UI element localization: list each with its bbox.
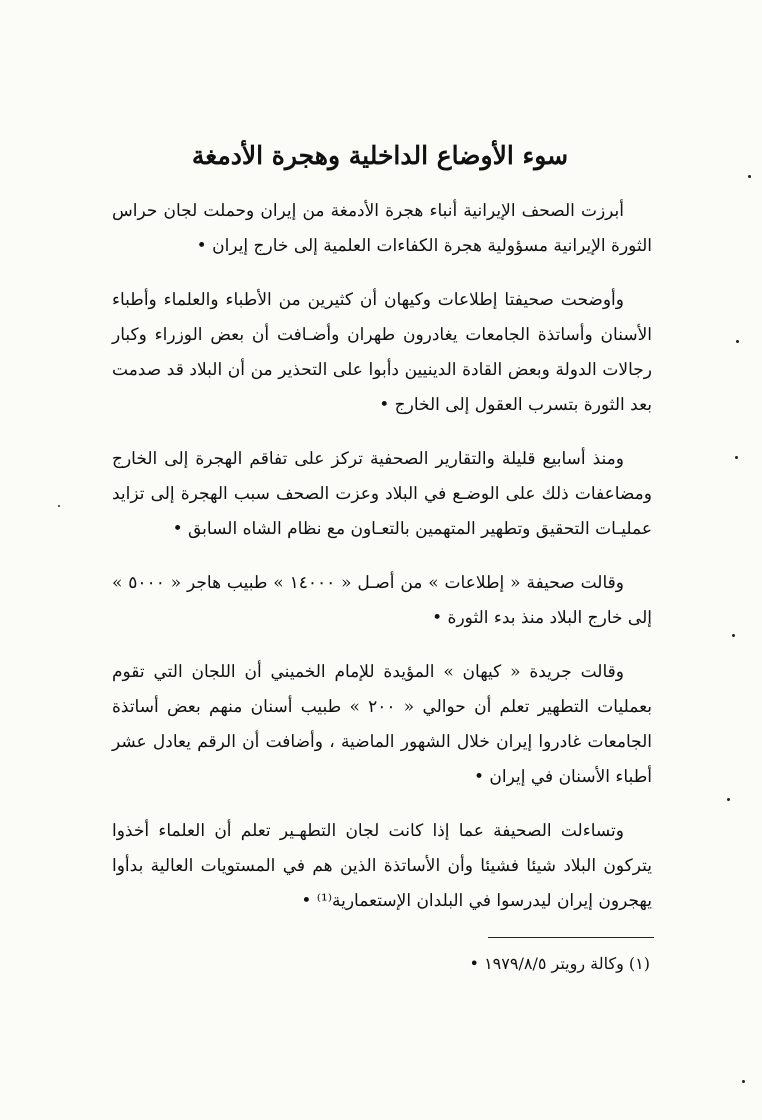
scan-speck xyxy=(727,798,730,801)
paragraph: وتساءلت الصحيفة عما إذا كانت لجان التطهـير تعلم أن العلماء أخذوا يتركون البلاد شيئا فشيئا وأن الأساتذة الذين هم في المستويات العالية بدأوا يهجرون إيران ليدرسوا في البلدان الإستعمارية⁽¹⁾ • xyxy=(112,821,652,911)
footnote: (١) وكالة رويتر ١٩٧٩/٨/٥ • xyxy=(469,954,650,973)
paragraph: أبرزت الصحف الإيرانية أنباء هجرة الأدمغة من إيران وحملت لجان حراس الثورة الإيرانية مسؤولية هجرة الكفاءات العلمية إلى خارج إيران • xyxy=(112,201,652,256)
scan-speck xyxy=(732,634,735,637)
paragraph: وقالت صحيفة « إطلاعات » من أصـل « ١٤٠٠٠ » طبيب هاجر « ٥٠٠٠ » إلى خارج البلاد منذ بدء الثورة • xyxy=(112,573,652,628)
scan-speck xyxy=(58,505,60,507)
scan-speck xyxy=(735,456,738,459)
paragraph: ومنذ أسابيع قليلة والتقارير الصحفية تركز على تفاقم الهجرة إلى الخارج ومضاعفات ذلك على الوضـع في البلاد وعزت الصحف سبب الهجرة إلى تزايد عمليـات التحقيق وتطهير المتهمين بالتعـاون مع نظام الشاه السابق • xyxy=(112,449,652,539)
page-title: سوء الأوضاع الداخلية وهجرة الأدمغة xyxy=(191,141,569,170)
paragraph: وأوضحت صحيفتا إطلاعات وكيهان أن كثيرين من الأطباء والعلماء وأطباء الأسنان وأساتذة الجامعات يغادرون طهران وأضـافت أن بعض الوزراء وكبار رجالات الدولة وبعض القادة الدينيين دأبوا على التحذير من أن البلاد قد صدمت بعد الثورة بتسرب العقول إلى الخارج • xyxy=(112,290,652,415)
scan-speck xyxy=(742,1080,745,1083)
scan-speck xyxy=(748,175,751,178)
paragraph: وقالت جريدة « كيهان » المؤيدة للإمام الخميني أن اللجان التي تقوم بعمليات التطهير تعلم أن حوالي « ٢٠٠ » طبيب أسنان منهم بعض أساتذة الجامعات غادروا إيران خلال الشهور الماضية ، وأضافت أن الرقم يعادل عشر أطباء الأسنان في إيران • xyxy=(112,662,652,787)
article-body xyxy=(112,194,652,938)
scan-speck xyxy=(736,340,739,343)
footnote-divider xyxy=(488,937,654,938)
